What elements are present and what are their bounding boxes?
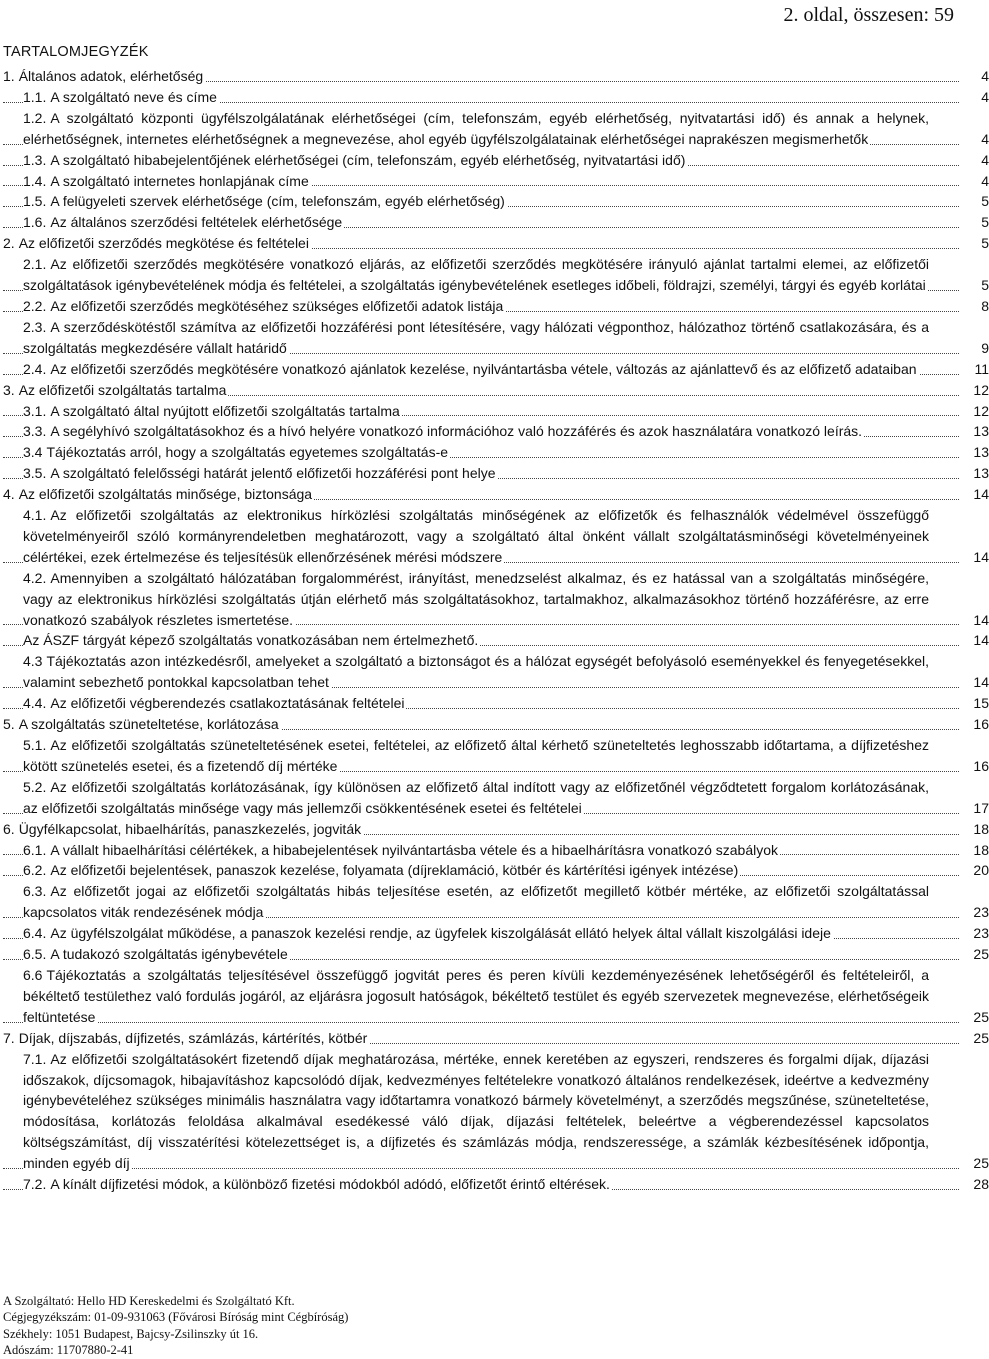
toc-entry-text <box>3 486 314 502</box>
toc-entry-text <box>23 256 929 293</box>
toc-entry-page: 5 <box>979 233 989 254</box>
toc-entry-title: Díjak, díjszabás, díjfizetés, számlázás, kártérítés, kötbér <box>18 1029 368 1046</box>
toc-entry-text <box>23 214 344 230</box>
toc-entry-title: Általános adatok, elérhetőség <box>18 68 204 84</box>
toc-entry[interactable] <box>3 296 989 317</box>
toc-entry-page: 9 <box>979 338 989 359</box>
toc-entry-title: A szolgáltató központi ügyfélszolgálatának elérhetőségei (cím, telefonszám, egyéb elérhetőség, nyitvatartási idő) és annak a helynek, elérhetőségnek, internetes elérhetőségnek a megnevezése, ahol egyéb ügyfélszolgálatainak elérhetőségei naprakészen megismerhetők <box>23 109 929 147</box>
toc-entry-number: 6.5. <box>23 946 47 963</box>
toc-entry[interactable] <box>3 401 989 422</box>
toc-entry-title: Az ügyfélszolgálat működése, a panaszok kezelési rendje, az ügyfelek kiszolgálását ellátó helyek által vállalt kiszolgálási ideje <box>50 925 831 942</box>
toc-entry-number: 7. <box>3 1029 15 1046</box>
toc-entry-title: Az előfizetői szerződés megkötése és feltételei <box>18 235 309 252</box>
toc-entry[interactable] <box>3 944 989 965</box>
toc-entry[interactable] <box>3 108 989 150</box>
toc-entry-number: 4.1. <box>23 507 47 524</box>
toc-entry-title: Tájékoztatás azon intézkedésről, amelyeket a szolgáltató a biztonságot és a hálózat egységét befolyásoló eseményekkel és fenyegetésekkel, valamint sebezhető pontokkal kapcsolatban tehet <box>23 653 929 691</box>
footer-registration: Cégjegyzékszám: 01-09-931063 (Fővárosi Bíróság mint Cégbíróság) <box>3 1310 349 1325</box>
toc-entry-page: 13 <box>971 421 989 442</box>
toc-entry[interactable] <box>3 693 989 714</box>
toc-entry-page: 4 <box>979 150 989 171</box>
toc-entry-title: Az előfizetői szolgáltatás szüneteltetésének esetei, feltételei, az előfizető által kérhető szüneteltetés leghosszabb időtartama, a díjfizetéshez kötött szünetelés esetei, és a fizetendő díj mértéke <box>23 737 929 774</box>
toc-entry-text <box>23 967 929 1025</box>
toc-entry-page: 13 <box>971 442 989 463</box>
toc-entry-text <box>23 361 919 377</box>
toc-entry-text <box>23 737 929 774</box>
toc-entry-number: 6.1. <box>23 841 47 858</box>
toc-entry[interactable] <box>3 359 989 380</box>
toc-entry-number: 7.2. <box>23 1176 47 1193</box>
toc-entry[interactable] <box>3 191 989 212</box>
toc-entry-number: 4. <box>3 486 15 503</box>
toc-entry-title: Az általános szerződési feltételek elérhetősége <box>50 214 343 231</box>
toc-entry-text <box>23 173 311 189</box>
toc-entry-number: 6.4. <box>23 925 47 942</box>
toc-entry-number: 5.1. <box>23 737 47 753</box>
toc-entry-title: Az előfizetői szolgáltatás az elektronikus hírközlési szolgáltatás minőségének az előfizetők és felhasználók védelmével összefüggő követelményeiről szóló kormányrendeletben meghatározott, vagy a szolgáltató által önként vállalt szolgáltatásminőségi követelményeinek célértékei, ezek értelmezése és teljesítésük ellenőrzésének mérési módszere <box>23 507 929 565</box>
toc-entry-title: Az előfizetői szolgáltatásokért fizetendő díjak meghatározása, mértéke, ennek keretében az egyszeri, rendszeres és forgalmi díjak, díjazási időszakok, díjcsomagok, hibajavításhoz kapcsolódó díjak, kedvezményes feltételekre vonatkozó általános rendelkezések, ideértve a kedvezmény igénybevételéhez szükséges minimális használatra vagy időtartamra vonatkozó bármely követelményt, a szerződés megszűnése, szüneteltetése, módosítása, korlátozás feloldása alkalmával esedékessé váló díjak, díjazási feltételek, beleértve a végberendezéssel kapcsolatos költségszámítást, díj visszatérítési kötelezettséget is, a díjfizetés és számlázás módja, rendszeressége, a számlák kézbesítésének időpontja, minden egyéb díj <box>23 1050 929 1172</box>
toc-entry-page: 12 <box>971 380 989 401</box>
footer <box>3 1293 348 1358</box>
toc-entry[interactable] <box>3 171 989 192</box>
toc-entry-number: 3. <box>3 381 15 398</box>
toc-entry-title: A szerződéskötéstől számítva az előfizetői hozzáférési pont létesítésére, vagy hálózati végponthoz, hálózathoz történő csatlakozására, és a szolgáltatás megkezdésére vállalt határidő <box>23 318 929 356</box>
toc-entry-title: Az előfizetői bejelentések, panaszok kezelése, folyamata (díjreklamáció, kötbér és kártérítési igények intézése) <box>50 862 739 879</box>
toc-entry-text <box>23 842 780 858</box>
toc-entry-number: 2.3. <box>23 318 47 335</box>
toc-entry-title: Amennyiben a szolgáltató hálózatában forgalommérést, irányítást, menedzselést alkalmaz, és ez hatással van a szolgáltatás minőségére, vagy az elektronikus hírközlési szolgáltatás útján elérhető más szolgáltatásokhoz, tartalmakhoz, alkalmazásokhoz történő hozzáférésre, az erre vonatkozó szabályok részletes ismertetése. <box>23 569 929 628</box>
toc-entry[interactable] <box>3 505 989 568</box>
toc-entry-text <box>23 1176 612 1192</box>
toc-entry[interactable] <box>3 860 989 881</box>
page-header: 2. oldal, összesen: 59 <box>783 4 954 26</box>
toc-entry-number: 4.4. <box>23 695 47 712</box>
toc-entry-title: Az előfizetői szolgáltatás korlátozásának, így különösen az előfizető által indított vagy az előfizetőnél végződtetett forgalom korlátozásának, az előfizetői szolgáltatás minősége vagy más jellemzői csökkentésének esetei és feltételei <box>23 778 929 816</box>
toc-entry-number: 4.3 <box>23 653 43 670</box>
toc-entry-page: 14 <box>971 484 989 505</box>
toc-entry-page: 25 <box>971 1007 989 1028</box>
toc-entry-text <box>23 403 402 419</box>
toc-entry-page: 18 <box>971 840 989 861</box>
toc-entry-page: 15 <box>971 693 989 714</box>
toc-entry[interactable] <box>3 150 989 171</box>
footer-tax-number: Adószám: 11707880-2-41 <box>3 1342 134 1357</box>
toc-entry-title: A tudakozó szolgáltatás igénybevétele <box>50 946 288 963</box>
toc-entry-page: 25 <box>971 1153 989 1174</box>
toc-entry-number: 1.4. <box>23 172 47 189</box>
toc-entry-text <box>23 298 505 314</box>
toc-entry-title: A felügyeleti szervek elérhetősége (cím, telefonszám, egyéb elérhetőség) <box>50 193 505 210</box>
toc-entry-page: 28 <box>971 1174 989 1195</box>
toc-entry-title: Az előfizetői szolgáltatás tartalma <box>18 381 227 398</box>
toc-entry-page: 4 <box>979 129 989 150</box>
toc-entry-page: 13 <box>971 463 989 484</box>
toc-entry-title: Az előfizetőt jogai az előfizetői szolgáltatás hibás teljesítése esetén, az előfizetőt megillető kötbér mértéke, az előfizetői szolgáltatással kapcsolatos viták rendezésének módja <box>23 883 929 921</box>
toc-entry-text <box>23 89 219 105</box>
toc-entry-text <box>23 423 864 439</box>
toc-entry-number: 1.5. <box>23 193 47 210</box>
toc-entry-title: A szolgáltatás szüneteltetése, korlátozása <box>18 716 279 733</box>
toc-entry-title: Az előfizetői szolgáltatás minősége, biztonsága <box>18 486 313 503</box>
toc-entry-title: Az előfizetői szerződés megkötéséhez szükséges előfizetői adatok listája <box>50 297 504 314</box>
toc-entry-text <box>23 152 687 168</box>
toc-entry[interactable] <box>3 819 989 840</box>
toc-entry-number: 1. <box>3 68 15 84</box>
toc-entry[interactable] <box>3 254 989 296</box>
toc-entry-page: 4 <box>979 171 989 192</box>
toc-entry-number: 4.2. <box>23 569 47 586</box>
toc-entry-title: Az előfizetői szerződés megkötésére vonatkozó ajánlatok kezelése, nyilvántartásba vétele, változás az ajánlattevő és az előfizető adataiban <box>50 360 917 377</box>
toc-entry[interactable] <box>3 1049 989 1174</box>
footer-address: Székhely: 1051 Budapest, Bajcsy-Zsilinszky út 16. <box>3 1326 259 1341</box>
toc-entry-page: 18 <box>971 819 989 840</box>
toc-entry-page: 5 <box>979 191 989 212</box>
toc-entry-title: Az előfizetői végberendezés csatlakoztatásának feltételei <box>50 695 405 712</box>
toc-entry-page: 4 <box>979 66 989 87</box>
toc-entry-page: 11 <box>972 359 989 380</box>
toc-entry-text <box>23 695 406 711</box>
toc-entry-title: A kínált díjfizetési módok, a különböző fizetési módokból adódó, előfizetőt érintő eltérések. <box>50 1176 610 1193</box>
toc-entry-title: A szolgáltató felelősségi határát jelentő előfizetői hozzáférési pont helye <box>50 465 496 482</box>
toc-leader-dots <box>3 1168 959 1169</box>
toc-entry[interactable] <box>3 317 989 359</box>
toc-entry-number: 6.6 <box>23 966 43 983</box>
toc-entry-title: Az előfizetői szerződés megkötésére vonatkozó eljárás, az előfizetői szerződés megkötésére irányuló ajánlat tartalmi elemei, az előfizetői szolgáltatások igénybevételének módja és feltételei, a szolgáltatás igénybevételének esetleges időbeli, földrajzi, személyi, tárgyi és egyéb korlátai <box>23 256 929 294</box>
toc-entry-text <box>3 68 205 84</box>
toc-entry-text <box>3 382 228 398</box>
toc-entry-number: 3.4 <box>23 444 43 461</box>
toc-entry-number: 5. <box>3 716 15 733</box>
toc-entry-page: 23 <box>971 923 989 944</box>
toc-entry-title: Tájékoztatás arról, hogy a szolgáltatás egyetemes szolgáltatás-e <box>46 444 449 461</box>
toc-entry[interactable] <box>3 840 989 861</box>
toc-entry-page: 20 <box>971 860 989 881</box>
toc-entry-text <box>3 1030 369 1046</box>
toc-entry-text <box>3 716 281 732</box>
toc-entry-text <box>23 632 480 648</box>
toc-entry-page: 12 <box>971 401 989 422</box>
toc-entry[interactable] <box>3 923 989 944</box>
toc-entry-number: 3.5. <box>23 465 47 482</box>
toc-entry-number: 2. <box>3 235 15 252</box>
toc-entry-title: A szolgáltató hibabejelentőjének elérhetőségei (cím, telefonszám, egyéb elérhetőség, nyitvatartási idő) <box>50 151 686 168</box>
toc-entry-number: 7.1. <box>23 1050 47 1067</box>
toc-entry-title: A szolgáltató internetes honlapjának címe <box>50 172 309 189</box>
toc-entry-text <box>23 507 929 565</box>
toc-entry-number: 6. <box>3 820 15 837</box>
footer-company: A Szolgáltató: Hello HD Kereskedelmi és Szolgáltató Kft. <box>3 1294 295 1308</box>
toc-leader-dots <box>3 1022 959 1023</box>
toc-entry-number: 2.1. <box>23 256 47 273</box>
toc-entry[interactable] <box>3 87 989 108</box>
toc-entry-number: 6.2. <box>23 862 47 879</box>
toc-entry-page: 5 <box>979 212 989 233</box>
toc-entry-page: 14 <box>971 610 989 631</box>
toc-entry[interactable] <box>3 463 989 484</box>
toc-entry-page: 16 <box>971 714 989 735</box>
toc-entry-page: 4 <box>979 87 989 108</box>
toc-entry-number: 6.3. <box>23 883 47 900</box>
toc-entry[interactable] <box>3 66 989 87</box>
toc-entry[interactable] <box>3 965 989 1028</box>
toc-entry-title: A segélyhívó szolgáltatásokhoz és a hívó helyére vonatkozó információhoz való hozzáférés és azok használatára vonatkozó leírás. <box>50 423 863 440</box>
toc-entry[interactable] <box>3 212 989 233</box>
toc-entry-number: 1.3. <box>23 151 47 168</box>
toc-entry-text <box>3 235 311 251</box>
toc-entry-text <box>23 465 498 481</box>
toc-title: TARTALOMJEGYZÉK <box>3 44 149 60</box>
toc-entry-title: Ügyfélkapcsolat, hibaelhárítás, panaszkezelés, jogviták <box>18 820 362 837</box>
toc-entry-number: 1.2. <box>23 109 47 126</box>
toc-entry-number: 1.1. <box>23 88 47 105</box>
toc-entry[interactable] <box>3 1174 989 1195</box>
toc-entry-text <box>23 193 507 209</box>
toc-entry[interactable] <box>3 568 989 631</box>
toc-entry-page: 25 <box>971 1028 989 1049</box>
toc-entry[interactable] <box>3 881 989 923</box>
toc-entry[interactable] <box>3 380 989 401</box>
toc-entry[interactable] <box>3 651 989 693</box>
toc-entry-text <box>23 444 450 460</box>
toc-entry[interactable] <box>3 714 989 735</box>
toc-entry-text <box>23 570 929 628</box>
toc-entry-page: 17 <box>971 798 989 819</box>
toc-entry[interactable] <box>3 735 989 777</box>
toc-entry-text <box>3 821 363 837</box>
toc-entry-title: A szolgáltató neve és címe <box>50 88 217 105</box>
toc-entry[interactable] <box>3 442 989 463</box>
toc-entry-page: 14 <box>971 547 989 568</box>
toc-entry-text <box>23 1051 929 1172</box>
toc-entry-page: 5 <box>979 275 989 296</box>
toc-entry-number: 5.2. <box>23 778 47 795</box>
toc-entry-number: 2.4. <box>23 360 47 377</box>
toc-entry-text <box>23 319 929 356</box>
toc-entry-page: 16 <box>971 756 989 777</box>
toc-entry-page: 14 <box>971 630 989 651</box>
toc-entry-title: Az ÁSZF tárgyát képező szolgáltatás vonatkozásában nem értelmezhető. <box>23 632 479 649</box>
toc-entry-text <box>23 883 929 920</box>
toc-entry-page: 25 <box>971 944 989 965</box>
table-of-contents <box>3 66 989 1195</box>
toc-entry[interactable] <box>3 630 989 651</box>
toc-entry[interactable] <box>3 233 989 254</box>
toc-entry-number: 1.6. <box>23 214 47 231</box>
toc-entry-title: A vállalt hibaelhárítási célértékek, a hibabejelentések nyilvántartásba vétele és a hibaelhárításra vonatkozó szabályok <box>50 841 779 858</box>
toc-entry-title: Tájékoztatás a szolgáltatás teljesítésével összefüggő jogvitát peres és peren kívüli kezdeményezésének lehetőségéről és feltételeiről, a békéltető testülethez való fordulás jogáról, az eljárásra jogosult hatóságok, békéltető testület és egyéb szervezetek megnevezése, elérhetőségeik feltüntetése <box>23 966 929 1025</box>
toc-entry-number: 3.1. <box>23 402 47 419</box>
toc-entry-number: 3.3. <box>23 423 47 440</box>
toc-entry-number: 2.2. <box>23 297 47 314</box>
toc-entry[interactable] <box>3 421 989 442</box>
toc-entry-text <box>23 925 833 941</box>
toc-entry-title: A szolgáltató által nyújtott előfizetői szolgáltatás tartalma <box>50 402 400 419</box>
toc-entry-text <box>23 110 929 147</box>
toc-entry-page: 14 <box>971 672 989 693</box>
toc-entry-page: 23 <box>971 902 989 923</box>
toc-entry-text <box>23 653 929 690</box>
toc-entry-text <box>23 862 740 878</box>
toc-entry-page: 8 <box>979 296 989 317</box>
toc-entry[interactable] <box>3 777 989 819</box>
toc-entry-text <box>23 946 290 962</box>
toc-entry[interactable] <box>3 1028 989 1049</box>
toc-entry[interactable] <box>3 484 989 505</box>
toc-entry-text <box>23 779 929 816</box>
